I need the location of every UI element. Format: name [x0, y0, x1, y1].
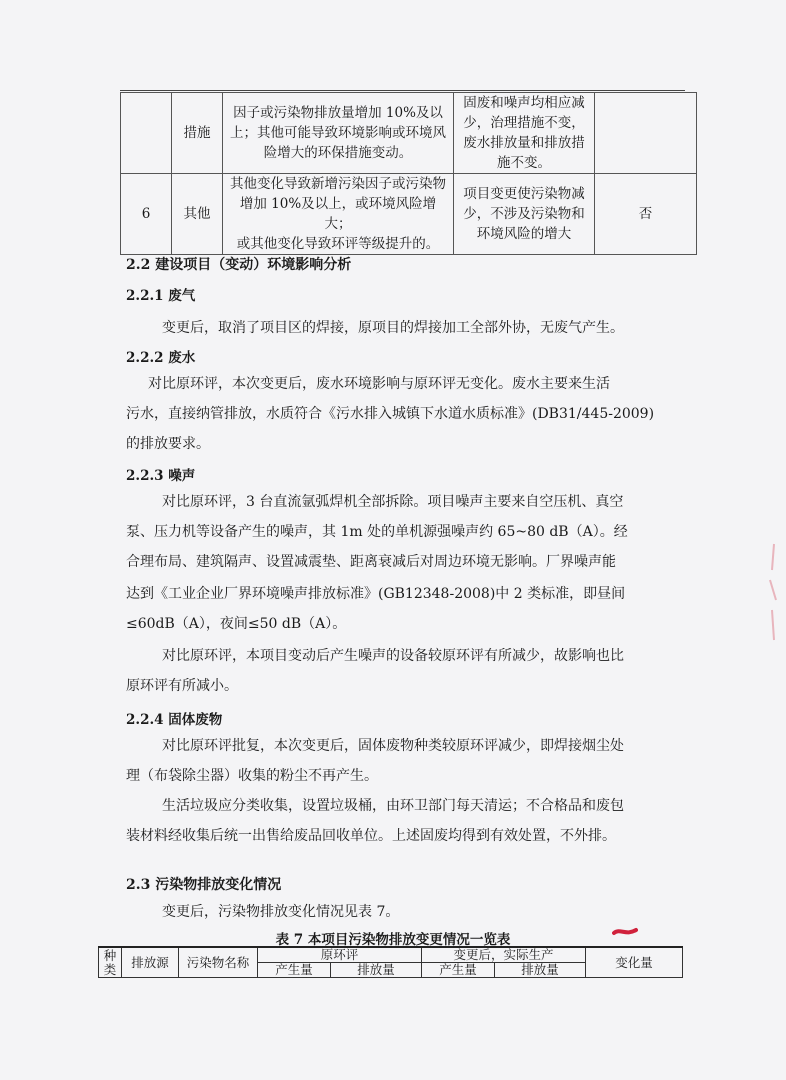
table-top-border	[120, 90, 685, 91]
subsection-heading: 2.2.2 废水	[126, 350, 196, 366]
change-line: 环境风险的增大	[476, 226, 572, 242]
margin-stamp-mark	[762, 540, 784, 650]
paragraph-line: 理（布袋除尘器）收集的粉尘不再产生。	[126, 768, 378, 784]
header-changed: 变更后，实际生产	[422, 947, 586, 963]
section-heading: 2.2 建设项目（变动）环境影响分析	[126, 257, 352, 273]
paragraph-line: 泵、压力机等设备产生的噪声，其 1m 处的单机源强噪声约 65~80 dB（A）。经	[126, 524, 628, 540]
table-row	[121, 174, 697, 255]
red-stamp-mark	[612, 924, 638, 938]
paragraph-line: 污水，直接纳管排放，水质符合《污水排入城镇下水道水质标准》(DB31/445-2009)	[126, 406, 655, 422]
table-header-row	[99, 947, 683, 963]
criteria-text	[223, 93, 454, 174]
change-line: 废水排放量和排放措	[463, 135, 585, 151]
paragraph-line: ≤60dB（A），夜间≤50 dB（A）。	[126, 616, 347, 632]
criteria-line: 因子或污染物排放量增加 10%及以	[233, 105, 443, 121]
change-line: 施不变。	[497, 155, 551, 171]
change-situation	[454, 93, 595, 174]
header-variation: 变化量	[586, 947, 683, 978]
paragraph: 变更后，污染物排放变化情况见表 7。	[162, 904, 400, 920]
paragraph-line: 对比原环评，本次变更后，废水环境影响与原环评无变化。废水主要来生活	[148, 376, 610, 392]
paragraph-line: 原环评有所减小。	[126, 678, 238, 694]
major-change-flag: 否	[595, 174, 697, 255]
criteria-text	[223, 174, 454, 255]
criteria-line: 险增大的环保措施变动。	[263, 145, 413, 161]
header-produce: 产生量	[258, 963, 331, 978]
table-row	[121, 93, 697, 174]
row-category: 其他	[172, 174, 223, 255]
change-line: 少，不涉及污染物和	[463, 206, 585, 222]
paragraph-line: 对比原环评，本项目变动后产生噪声的设备较原环评有所减少，故影响也比	[162, 648, 624, 664]
major-change-flag	[595, 93, 697, 174]
criteria-line: 或其他变化导致环评等级提升的。	[236, 236, 440, 252]
subsection-heading: 2.2.3 噪声	[126, 468, 196, 484]
header-source: 排放源	[122, 947, 179, 978]
paragraph-line: 对比原环评，3 台直流氩弧焊机全部拆除。项目噪声主要来自空压机、真空	[162, 494, 624, 510]
change-line: 项目变更使污染物减	[463, 186, 585, 202]
header-emit: 排放量	[331, 963, 422, 978]
paragraph-line: 达到《工业企业厂界环境噪声排放标准》(GB12348-2008)中 2 类标准，即昼间	[126, 586, 626, 602]
change-criteria-table	[120, 92, 697, 255]
subsection-heading: 2.2.4 固体废物	[126, 712, 223, 728]
header-emit: 排放量	[495, 963, 586, 978]
header-produce: 产生量	[422, 963, 495, 978]
change-situation	[454, 174, 595, 255]
header-original: 原环评	[258, 947, 422, 963]
row-number: 6	[121, 174, 172, 255]
paragraph-line: 对比原环评批复，本次变更后，固体废物种类较原环评减少，即焊接烟尘处	[162, 738, 624, 754]
criteria-line: 其他变化导致新增污染因子或污染物	[230, 176, 446, 192]
criteria-line: 增加 10%及以上，或环境风险增大；	[239, 196, 437, 232]
header-kind: 种类	[99, 947, 122, 978]
paragraph-line: 装材料经收集后统一出售给废品回收单位。上述固废均得到有效处置，不外排。	[126, 828, 616, 844]
row-number	[121, 93, 172, 174]
section-heading: 2.3 污染物排放变化情况	[126, 877, 282, 893]
paragraph-line: 生活垃圾应分类收集，设置垃圾桶，由环卫部门每天清运；不合格品和废包	[162, 798, 624, 814]
criteria-line: 上；其他可能导致环境影响或环境风	[230, 125, 446, 141]
paragraph: 变更后，取消了项目区的焊接，原项目的焊接加工全部外协，无废气产生。	[162, 320, 624, 336]
paragraph-line: 合理布局、建筑隔声、设置减震垫、距离衰减后对周边环境无影响。厂界噪声能	[126, 554, 616, 570]
change-line: 固废和噪声均相应减	[463, 95, 585, 111]
row-category: 措施	[172, 93, 223, 174]
header-pollutant: 污染物名称	[179, 947, 258, 978]
emission-change-table	[98, 946, 683, 978]
change-line: 少，治理措施不变，	[463, 115, 585, 131]
table-caption: 表 7 本项目污染物排放变更情况一览表	[275, 932, 511, 948]
paragraph-line: 的排放要求。	[126, 436, 210, 452]
subsection-heading: 2.2.1 废气	[126, 288, 196, 304]
